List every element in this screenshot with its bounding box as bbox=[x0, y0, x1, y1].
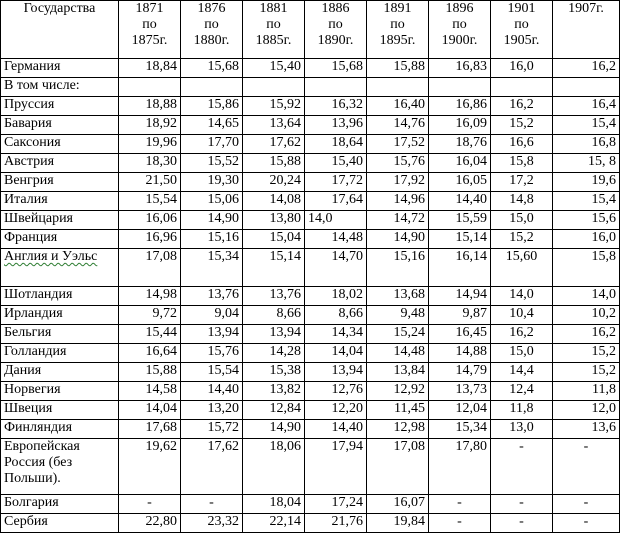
country-cell: Германия bbox=[1, 59, 119, 78]
value-cell: 13,96 bbox=[305, 116, 367, 135]
country-cell: Сербия bbox=[1, 514, 119, 533]
value-cell: 15,54 bbox=[119, 192, 181, 211]
value-cell: 13,68 bbox=[367, 287, 429, 306]
value-cell: 19,96 bbox=[119, 135, 181, 154]
value-cell bbox=[181, 78, 243, 97]
value-cell: 15,16 bbox=[367, 249, 429, 287]
value-cell: 15,52 bbox=[181, 154, 243, 173]
value-cell bbox=[243, 78, 305, 97]
country-cell: В том числе: bbox=[1, 78, 119, 97]
value-cell: 18,64 bbox=[305, 135, 367, 154]
table-row bbox=[1, 306, 620, 325]
value-cell: 16,04 bbox=[429, 154, 491, 173]
value-cell: 14,8 bbox=[491, 192, 553, 211]
period-end: 1880г. bbox=[193, 33, 230, 48]
value-cell: 16,0 bbox=[491, 59, 553, 78]
value-cell: 17,62 bbox=[243, 135, 305, 154]
value-cell: 16,0 bbox=[553, 230, 620, 249]
period-sep: по bbox=[390, 17, 405, 32]
value-cell: 14,0 bbox=[305, 211, 367, 230]
value-cell bbox=[553, 78, 620, 97]
value-cell: 15,16 bbox=[181, 230, 243, 249]
value-cell: 14,0 bbox=[491, 287, 553, 306]
value-cell: 17,08 bbox=[119, 249, 181, 287]
table-row bbox=[1, 363, 620, 382]
period-start: 1876 bbox=[197, 1, 226, 16]
country-cell: Италия bbox=[1, 192, 119, 211]
value-cell: 15,34 bbox=[429, 420, 491, 439]
value-cell: 10,4 bbox=[491, 306, 553, 325]
period-sep: по bbox=[514, 17, 529, 32]
value-cell: 15,72 bbox=[181, 420, 243, 439]
value-cell: 16,8 bbox=[553, 135, 620, 154]
value-cell: 15,04 bbox=[243, 230, 305, 249]
value-cell: 16,64 bbox=[119, 344, 181, 363]
country-cell: Голландия bbox=[1, 344, 119, 363]
period-start: 1871 bbox=[135, 1, 164, 16]
country-cell: Венгрия bbox=[1, 173, 119, 192]
country-cell: Саксония bbox=[1, 135, 119, 154]
value-cell: 18,88 bbox=[119, 97, 181, 116]
value-cell: 19,84 bbox=[367, 514, 429, 533]
value-cell: 12,0 bbox=[553, 401, 620, 420]
value-cell: 14,90 bbox=[243, 420, 305, 439]
value-cell: 13,6 bbox=[553, 420, 620, 439]
value-cell: 19,6 bbox=[553, 173, 620, 192]
period-start: 1896 bbox=[445, 1, 474, 16]
value-cell: 18,30 bbox=[119, 154, 181, 173]
value-cell: 15,8 bbox=[491, 154, 553, 173]
value-cell: 15,60 bbox=[491, 249, 553, 287]
country-cell: Бельгия bbox=[1, 325, 119, 344]
value-cell: 12,76 bbox=[305, 382, 367, 401]
value-cell: 15,92 bbox=[243, 97, 305, 116]
value-cell: 14,40 bbox=[429, 192, 491, 211]
header-period-1876 bbox=[181, 1, 243, 59]
value-cell: 13,76 bbox=[243, 287, 305, 306]
value-cell: 16,6 bbox=[491, 135, 553, 154]
value-cell: 13,94 bbox=[243, 325, 305, 344]
header-period-1886 bbox=[305, 1, 367, 59]
value-cell: 15,68 bbox=[181, 59, 243, 78]
value-cell: 16,14 bbox=[429, 249, 491, 287]
value-cell: 14,04 bbox=[119, 401, 181, 420]
value-cell: 14,34 bbox=[305, 325, 367, 344]
value-cell: 22,14 bbox=[243, 514, 305, 533]
value-cell: 16,05 bbox=[429, 173, 491, 192]
value-cell: 16,06 bbox=[119, 211, 181, 230]
value-cell: 16,2 bbox=[491, 325, 553, 344]
value-cell: 15,40 bbox=[243, 59, 305, 78]
header-period-1901 bbox=[491, 1, 553, 59]
value-cell: 13,0 bbox=[491, 420, 553, 439]
value-cell: 14,76 bbox=[367, 116, 429, 135]
value-cell: 14,4 bbox=[491, 363, 553, 382]
value-cell: 17,92 bbox=[367, 173, 429, 192]
value-cell: - bbox=[429, 514, 491, 533]
period-sep: по bbox=[452, 17, 467, 32]
value-cell: 16,86 bbox=[429, 97, 491, 116]
value-cell: 12,98 bbox=[367, 420, 429, 439]
header-period-1891 bbox=[367, 1, 429, 59]
country-cell: Франция bbox=[1, 230, 119, 249]
value-cell: 10,2 bbox=[553, 306, 620, 325]
table-row bbox=[1, 514, 620, 533]
value-cell: 16,2 bbox=[491, 97, 553, 116]
period-sep: по bbox=[328, 17, 343, 32]
value-cell: 15,24 bbox=[367, 325, 429, 344]
value-cell: 17,2 bbox=[491, 173, 553, 192]
value-cell: 22,80 bbox=[119, 514, 181, 533]
country-cell: Ирландия bbox=[1, 306, 119, 325]
value-cell: 15,06 bbox=[181, 192, 243, 211]
value-cell: 15,44 bbox=[119, 325, 181, 344]
value-cell: 15,2 bbox=[553, 344, 620, 363]
value-cell: - bbox=[119, 495, 181, 514]
value-cell: 18,04 bbox=[243, 495, 305, 514]
value-cell: 12,4 bbox=[491, 382, 553, 401]
value-cell bbox=[119, 78, 181, 97]
table-row bbox=[1, 97, 620, 116]
value-cell: 13,84 bbox=[367, 363, 429, 382]
value-cell: 12,92 bbox=[367, 382, 429, 401]
table-row bbox=[1, 192, 620, 211]
value-cell: 16,2 bbox=[553, 59, 620, 78]
period-start: 1881 bbox=[259, 1, 288, 16]
value-cell: 18,92 bbox=[119, 116, 181, 135]
value-cell: - bbox=[491, 514, 553, 533]
value-cell: 13,80 bbox=[243, 211, 305, 230]
header-country: Государства bbox=[1, 1, 119, 59]
value-cell: 15,14 bbox=[243, 249, 305, 287]
value-cell: 12,20 bbox=[305, 401, 367, 420]
value-cell: 14,48 bbox=[367, 344, 429, 363]
value-cell: 13,94 bbox=[181, 325, 243, 344]
value-cell: 14,0 bbox=[553, 287, 620, 306]
value-cell: 15,59 bbox=[429, 211, 491, 230]
period-sep: по bbox=[142, 17, 157, 32]
value-cell: - bbox=[553, 514, 620, 533]
value-cell: 19,62 bbox=[119, 439, 181, 495]
table-row bbox=[1, 249, 620, 287]
value-cell: 15,76 bbox=[367, 154, 429, 173]
country-cell: Швеция bbox=[1, 401, 119, 420]
value-cell: 15,2 bbox=[553, 363, 620, 382]
country-cell: Болгария bbox=[1, 495, 119, 514]
value-cell: 16,32 bbox=[305, 97, 367, 116]
value-cell: 18,06 bbox=[243, 439, 305, 495]
value-cell: 15,88 bbox=[243, 154, 305, 173]
value-cell: 11,8 bbox=[553, 382, 620, 401]
value-cell: 17,94 bbox=[305, 439, 367, 495]
table-row bbox=[1, 230, 620, 249]
value-cell: 14,79 bbox=[429, 363, 491, 382]
value-cell: 15,6 bbox=[553, 211, 620, 230]
value-cell: 15,4 bbox=[553, 192, 620, 211]
table-row bbox=[1, 78, 620, 97]
country-cell: Шотландия bbox=[1, 287, 119, 306]
value-cell: 14,72 bbox=[367, 211, 429, 230]
value-cell: 15,2 bbox=[491, 230, 553, 249]
value-cell: 16,2 bbox=[553, 325, 620, 344]
table-row bbox=[1, 135, 620, 154]
value-cell: 17,24 bbox=[305, 495, 367, 514]
value-cell: 16,45 bbox=[429, 325, 491, 344]
value-cell bbox=[305, 78, 367, 97]
value-cell: 9,72 bbox=[119, 306, 181, 325]
value-cell: 9,04 bbox=[181, 306, 243, 325]
header-row bbox=[1, 1, 620, 59]
country-cell: Бавария bbox=[1, 116, 119, 135]
value-cell: 18,02 bbox=[305, 287, 367, 306]
value-cell: 16,07 bbox=[367, 495, 429, 514]
value-cell: 21,50 bbox=[119, 173, 181, 192]
value-cell: 15, 8 bbox=[553, 154, 620, 173]
value-cell: 14,58 bbox=[119, 382, 181, 401]
value-cell: 9,48 bbox=[367, 306, 429, 325]
value-cell: 8,66 bbox=[243, 306, 305, 325]
value-cell: 14,88 bbox=[429, 344, 491, 363]
table-row bbox=[1, 287, 620, 306]
period-sep: по bbox=[266, 17, 281, 32]
period-end: 1885г. bbox=[255, 33, 292, 48]
value-cell: 13,73 bbox=[429, 382, 491, 401]
value-cell: 18,76 bbox=[429, 135, 491, 154]
value-cell: 14,90 bbox=[367, 230, 429, 249]
country-cell: Норвегия bbox=[1, 382, 119, 401]
period-end: 1900г. bbox=[441, 33, 478, 48]
value-cell: 16,83 bbox=[429, 59, 491, 78]
country-cell: Дания bbox=[1, 363, 119, 382]
value-cell: 15,2 bbox=[491, 116, 553, 135]
value-cell: 15,86 bbox=[181, 97, 243, 116]
value-cell: 11,8 bbox=[491, 401, 553, 420]
value-cell: 16,4 bbox=[553, 97, 620, 116]
value-cell: 20,24 bbox=[243, 173, 305, 192]
value-cell: 17,64 bbox=[305, 192, 367, 211]
value-cell: 15,76 bbox=[181, 344, 243, 363]
value-cell: 15,14 bbox=[429, 230, 491, 249]
table-row bbox=[1, 211, 620, 230]
value-cell: 14,40 bbox=[305, 420, 367, 439]
country-cell bbox=[1, 249, 119, 287]
value-cell: 14,94 bbox=[429, 287, 491, 306]
value-cell: 23,32 bbox=[181, 514, 243, 533]
value-cell: 17,72 bbox=[305, 173, 367, 192]
value-cell: 17,68 bbox=[119, 420, 181, 439]
country-cell: Финляндия bbox=[1, 420, 119, 439]
value-cell: 14,40 bbox=[181, 382, 243, 401]
value-cell: 17,80 bbox=[429, 439, 491, 495]
period-end: 1890г. bbox=[317, 33, 354, 48]
value-cell: - bbox=[429, 495, 491, 514]
value-cell: 14,70 bbox=[305, 249, 367, 287]
value-cell bbox=[367, 78, 429, 97]
value-cell: - bbox=[181, 495, 243, 514]
table-row bbox=[1, 59, 620, 78]
table-row bbox=[1, 495, 620, 514]
value-cell: 15,0 bbox=[491, 344, 553, 363]
period-start: 1891 bbox=[383, 1, 412, 16]
header-period-1896 bbox=[429, 1, 491, 59]
value-cell: 12,04 bbox=[429, 401, 491, 420]
value-cell: 13,82 bbox=[243, 382, 305, 401]
table-row bbox=[1, 173, 620, 192]
value-cell bbox=[491, 78, 553, 97]
period-end: 1905г. bbox=[503, 33, 540, 48]
table-row bbox=[1, 401, 620, 420]
value-cell: 17,70 bbox=[181, 135, 243, 154]
value-cell: 14,04 bbox=[305, 344, 367, 363]
value-cell: 13,94 bbox=[305, 363, 367, 382]
value-cell: - bbox=[491, 495, 553, 514]
period-end: 1895г. bbox=[379, 33, 416, 48]
value-cell: - bbox=[491, 439, 553, 495]
value-cell: 17,62 bbox=[181, 439, 243, 495]
value-cell: 14,96 bbox=[367, 192, 429, 211]
value-cell: 21,76 bbox=[305, 514, 367, 533]
value-cell: - bbox=[553, 439, 620, 495]
value-cell: 17,08 bbox=[367, 439, 429, 495]
value-cell bbox=[429, 78, 491, 97]
header-period-1881 bbox=[243, 1, 305, 59]
value-cell: 15,88 bbox=[367, 59, 429, 78]
value-cell: 15,54 bbox=[181, 363, 243, 382]
value-cell: 11,45 bbox=[367, 401, 429, 420]
table-row bbox=[1, 116, 620, 135]
table-row bbox=[1, 325, 620, 344]
period-sep: по bbox=[204, 17, 219, 32]
value-cell: 15,34 bbox=[181, 249, 243, 287]
value-cell: 16,09 bbox=[429, 116, 491, 135]
value-cell: 9,87 bbox=[429, 306, 491, 325]
value-cell: 17,52 bbox=[367, 135, 429, 154]
value-cell: 15,88 bbox=[119, 363, 181, 382]
value-cell: 15,8 bbox=[553, 249, 620, 287]
table-row bbox=[1, 420, 620, 439]
value-cell: 15,4 bbox=[553, 116, 620, 135]
value-cell: 14,65 bbox=[181, 116, 243, 135]
period-end: 1875г. bbox=[131, 33, 168, 48]
value-cell: 13,20 bbox=[181, 401, 243, 420]
period-start: 1901 bbox=[507, 1, 536, 16]
value-cell: 14,90 bbox=[181, 211, 243, 230]
value-cell: 14,28 bbox=[243, 344, 305, 363]
value-cell: 15,68 bbox=[305, 59, 367, 78]
value-cell: 13,76 bbox=[181, 287, 243, 306]
table-row bbox=[1, 344, 620, 363]
value-cell: 12,84 bbox=[243, 401, 305, 420]
value-cell: 15,38 bbox=[243, 363, 305, 382]
country-cell: Австрия bbox=[1, 154, 119, 173]
value-cell: 16,40 bbox=[367, 97, 429, 116]
value-cell: 14,48 bbox=[305, 230, 367, 249]
value-cell: 18,84 bbox=[119, 59, 181, 78]
value-cell: - bbox=[553, 495, 620, 514]
value-cell: 16,96 bbox=[119, 230, 181, 249]
value-cell: 14,08 bbox=[243, 192, 305, 211]
table-row bbox=[1, 382, 620, 401]
table-row bbox=[1, 154, 620, 173]
value-cell: 19,30 bbox=[181, 173, 243, 192]
country-cell: Пруссия bbox=[1, 97, 119, 116]
country-label: Англия и Уэльс bbox=[4, 249, 98, 264]
value-cell: 14,98 bbox=[119, 287, 181, 306]
value-cell: 8,66 bbox=[305, 306, 367, 325]
country-cell: Европейская Россия (без Польши). bbox=[1, 439, 119, 495]
country-cell: Швейцария bbox=[1, 211, 119, 230]
value-cell: 15,0 bbox=[491, 211, 553, 230]
value-cell: 13,64 bbox=[243, 116, 305, 135]
period-start: 1886 bbox=[321, 1, 350, 16]
header-year-1907: 1907г. bbox=[553, 1, 620, 59]
value-cell: 15,40 bbox=[305, 154, 367, 173]
table-row bbox=[1, 439, 620, 495]
header-period-1871 bbox=[119, 1, 181, 59]
